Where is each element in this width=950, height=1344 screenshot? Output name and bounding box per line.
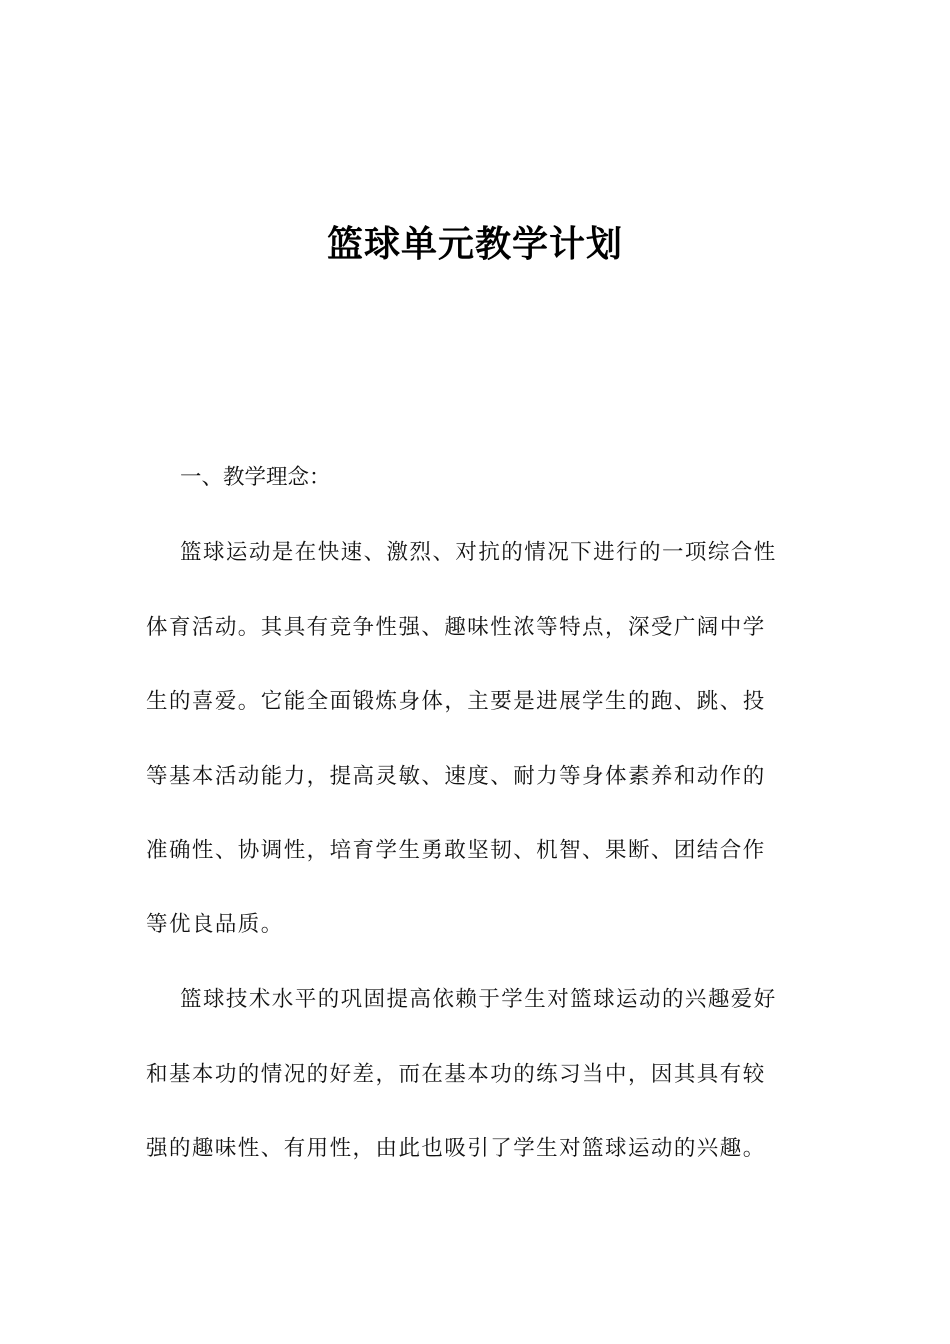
paragraph-2-line-3: 强的趣味性、有用性，由此也吸引了学生对篮球运动的兴趣。 bbox=[146, 1136, 766, 1161]
paragraph-2-line-2: 和基本功的情况的好差，而在基本功的练习当中，因其具有较 bbox=[146, 1062, 766, 1087]
section-heading: 一、教学理念： bbox=[180, 465, 331, 490]
paragraph-1-line-2: 体育活动。其具有竞争性强、趣味性浓等特点，深受广阔中学 bbox=[146, 615, 766, 640]
paragraph-1-line-5: 准确性、协调性，培育学生勇敢坚韧、机智、果断、团结合作 bbox=[146, 838, 766, 863]
paragraph-1-line-6: 等优良品质。 bbox=[146, 912, 284, 937]
paragraph-2-line-1: 篮球技术水平的巩固提高依赖于学生对篮球运动的兴趣爱好 bbox=[180, 987, 777, 1012]
paragraph-1-line-3: 生的喜爱。它能全面锻炼身体，主要是进展学生的跑、跳、投 bbox=[146, 689, 766, 714]
paragraph-1-line-4: 等基本活动能力，提高灵敏、速度、耐力等身体素养和动作的 bbox=[146, 764, 766, 789]
document-title: 篮球单元教学计划 bbox=[326, 224, 623, 265]
paragraph-1-line-1: 篮球运动是在快速、激烈、对抗的情况下进行的一项综合性 bbox=[180, 540, 777, 565]
